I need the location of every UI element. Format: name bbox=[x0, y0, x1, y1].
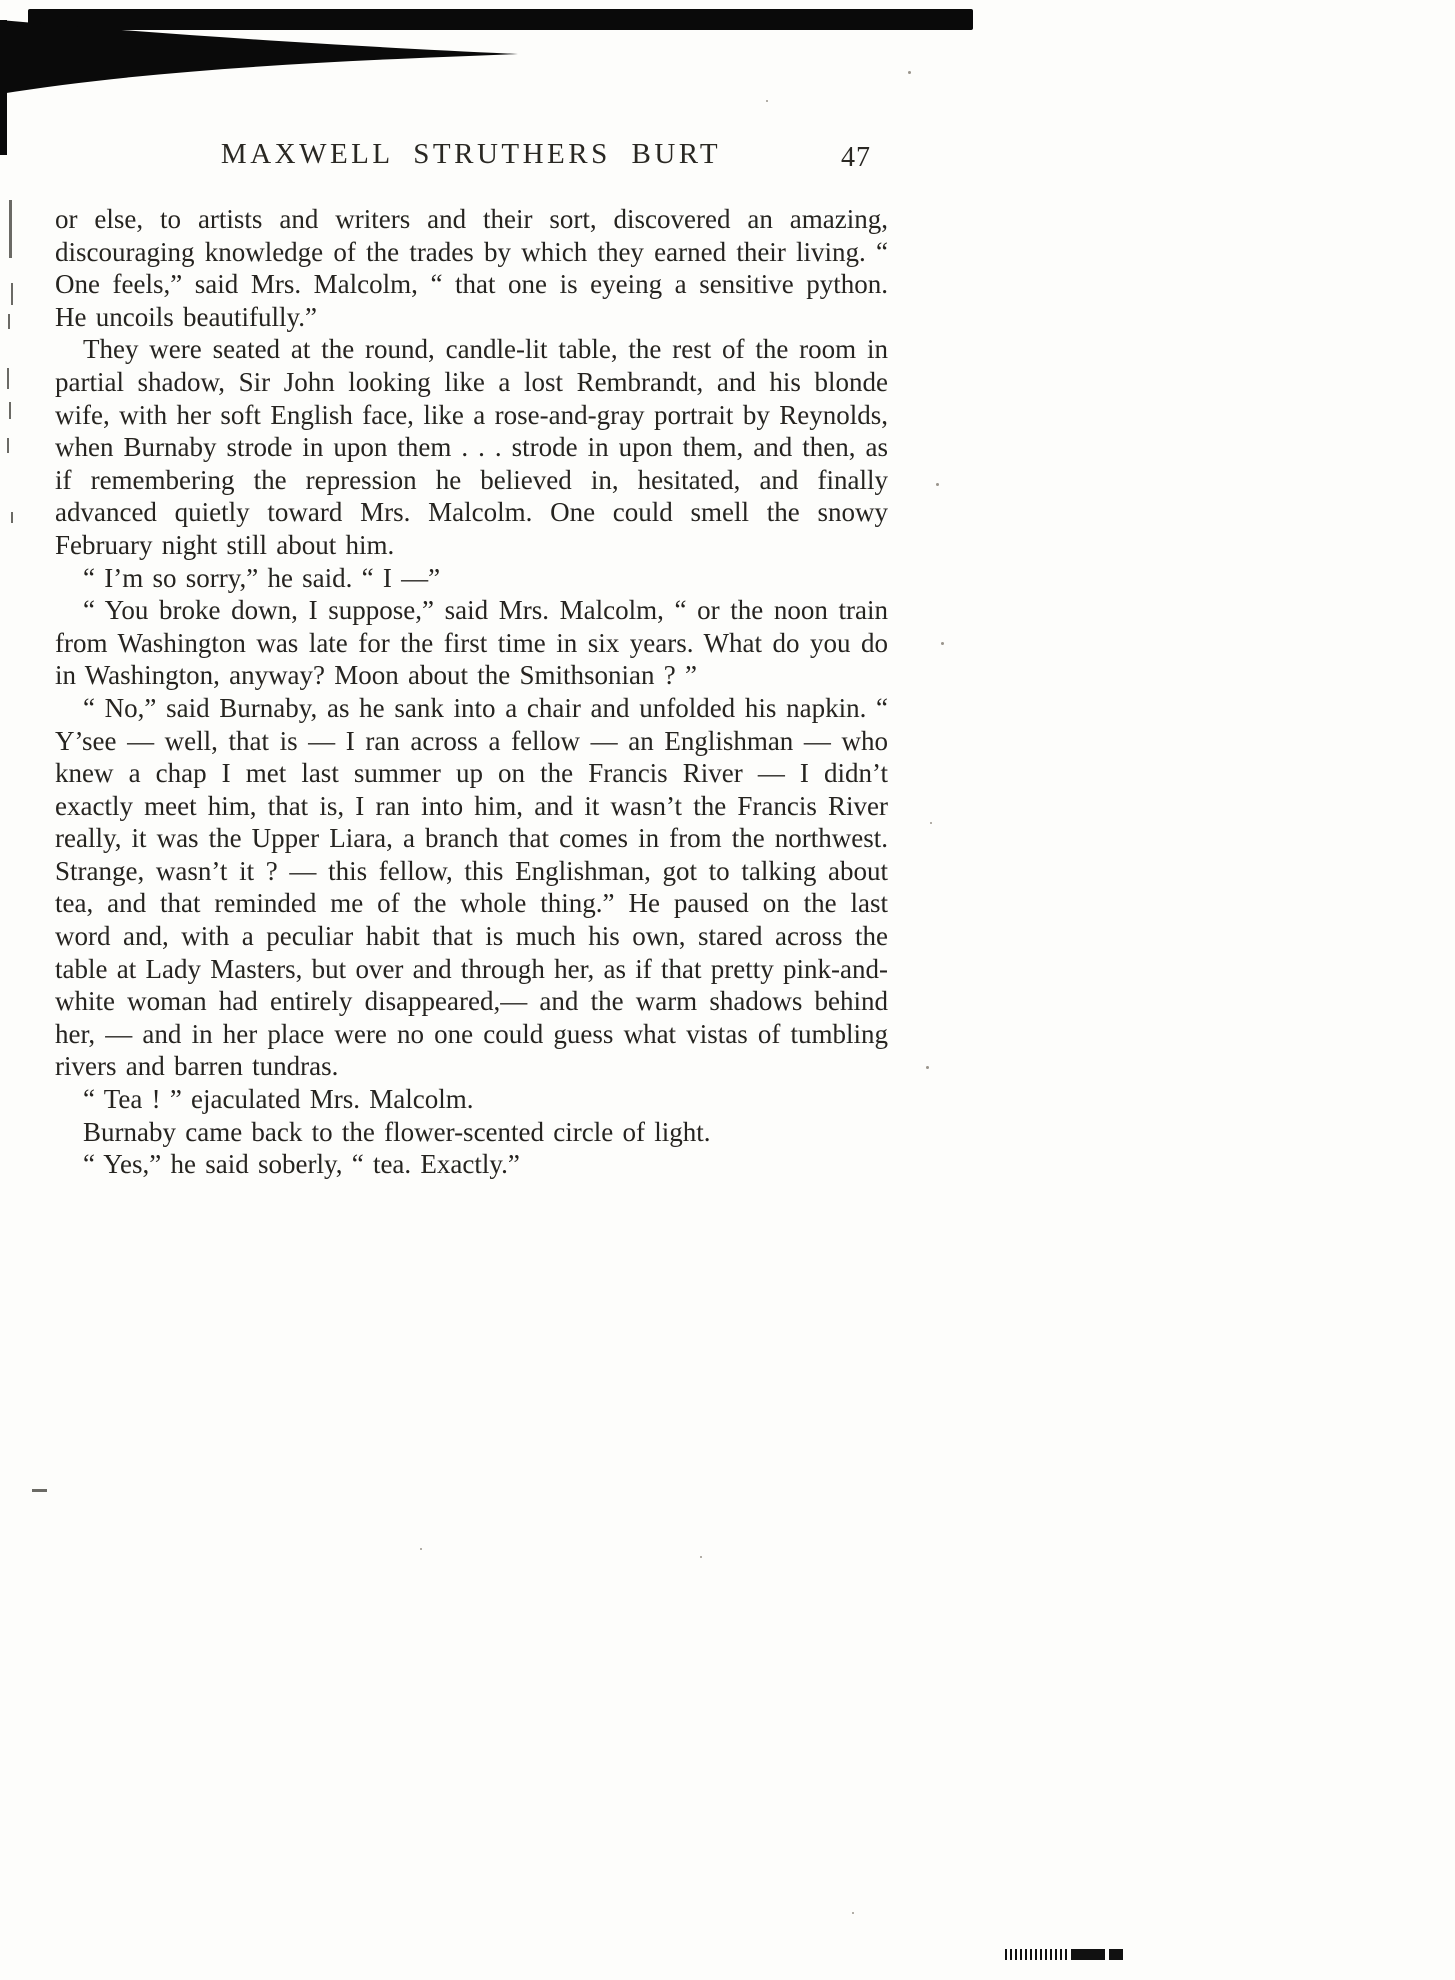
paragraph: or else, to artists and writers and their sort, discovered an amazing, discouraging knowledge of the trades by which they earned their living. “ One feels,” said Mrs. Malcolm, “ that one is eyeing a sensitive python. He uncoils beautifully.” bbox=[55, 204, 888, 332]
scan-artifact-speckle bbox=[936, 483, 939, 486]
scan-artifact-barcode-lines bbox=[1005, 1949, 1067, 1960]
paragraph: Burnaby came back to the flower-scented circle of light. bbox=[83, 1116, 711, 1147]
author-running-title: MAXWELL STRUTHERS BURT bbox=[220, 138, 722, 170]
scan-artifact-barcode-block bbox=[1109, 1949, 1123, 1960]
paragraph: “ Tea ! ” ejaculated Mrs. Malcolm. bbox=[83, 1084, 474, 1115]
scan-artifact-speckle bbox=[420, 1548, 422, 1550]
page-body bbox=[55, 203, 888, 1181]
page-number: 47 bbox=[841, 142, 871, 173]
paragraph: “ Yes,” he said soberly, “ tea. Exactly.” bbox=[83, 1149, 520, 1180]
scan-artifact-speckle bbox=[852, 1912, 854, 1914]
paragraph: “ No,” said Burnaby, as he sank into a chair and unfolded his napkin. “ Y’see — well, that is — I ran across a fellow — an Englishman — who knew a chap I met last summer up on the Francis River — I didn’t exactly meet him, that is, I ran into him, and it wasn’t the Francis River really, it was the Upper Liara, a branch that comes in from the northwest. Strange, wasn’t it ? — this fellow, this Englishman, got to talking about tea, and that reminded me of the whole thing.” He paused on the last word and, with a peculiar habit that is much his own, stared across the table at Lady Masters, but over and through her, as if that pretty pink-and-white woman had entirely disappeared,— and the warm shadows behind her, — and in her place were no one could guess what vistas of tumbling rivers and barren tundras. bbox=[55, 692, 888, 1082]
scan-artifact-margin-mark bbox=[9, 402, 11, 419]
scan-artifact-speckle bbox=[700, 1556, 702, 1558]
paragraph: They were seated at the round, candle-lit table, the rest of the room in partial shadow, Sir John looking like a lost Rembrandt, and his blonde wife, with her soft English face, like a rose-and-gray portrait by Reynolds, when Burnaby strode in upon them . . . strode in upon them, and then, as if remembering the repression he believed in, hesitated, and finally advanced quietly toward Mrs. Malcolm. One could smell the snowy February night still about him. bbox=[55, 334, 888, 560]
scan-artifact-margin-mark bbox=[11, 283, 13, 305]
scan-artifact-speckle bbox=[926, 1066, 929, 1069]
paragraph: “ You broke down, I suppose,” said Mrs. Malcolm, “ or the noon train from Washington was late for the first time in six years. What do you do in Washington, anyway? Moon about the Smithsonian ? ” bbox=[55, 595, 888, 691]
scan-artifact-margin-mark bbox=[7, 368, 9, 389]
running-header bbox=[55, 138, 887, 180]
scan-artifact-margin-mark bbox=[8, 314, 10, 329]
scan-artifact-barcode-block bbox=[1071, 1949, 1105, 1960]
paragraph: “ I’m so sorry,” he said. “ I —” bbox=[83, 562, 441, 593]
scan-artifact-barcode bbox=[1005, 1949, 1123, 1960]
scan-artifact-speckle bbox=[930, 822, 932, 824]
scan-artifact-margin-mark bbox=[7, 438, 9, 453]
scan-artifact-margin-mark bbox=[11, 512, 13, 523]
scan-artifact-speckle bbox=[941, 642, 944, 645]
scan-artifact-margin-mark bbox=[9, 200, 12, 258]
scan-artifact-margin-mark bbox=[32, 1489, 47, 1492]
scan-artifact-speckle bbox=[908, 71, 911, 74]
scan-artifact-speckle bbox=[766, 100, 768, 102]
